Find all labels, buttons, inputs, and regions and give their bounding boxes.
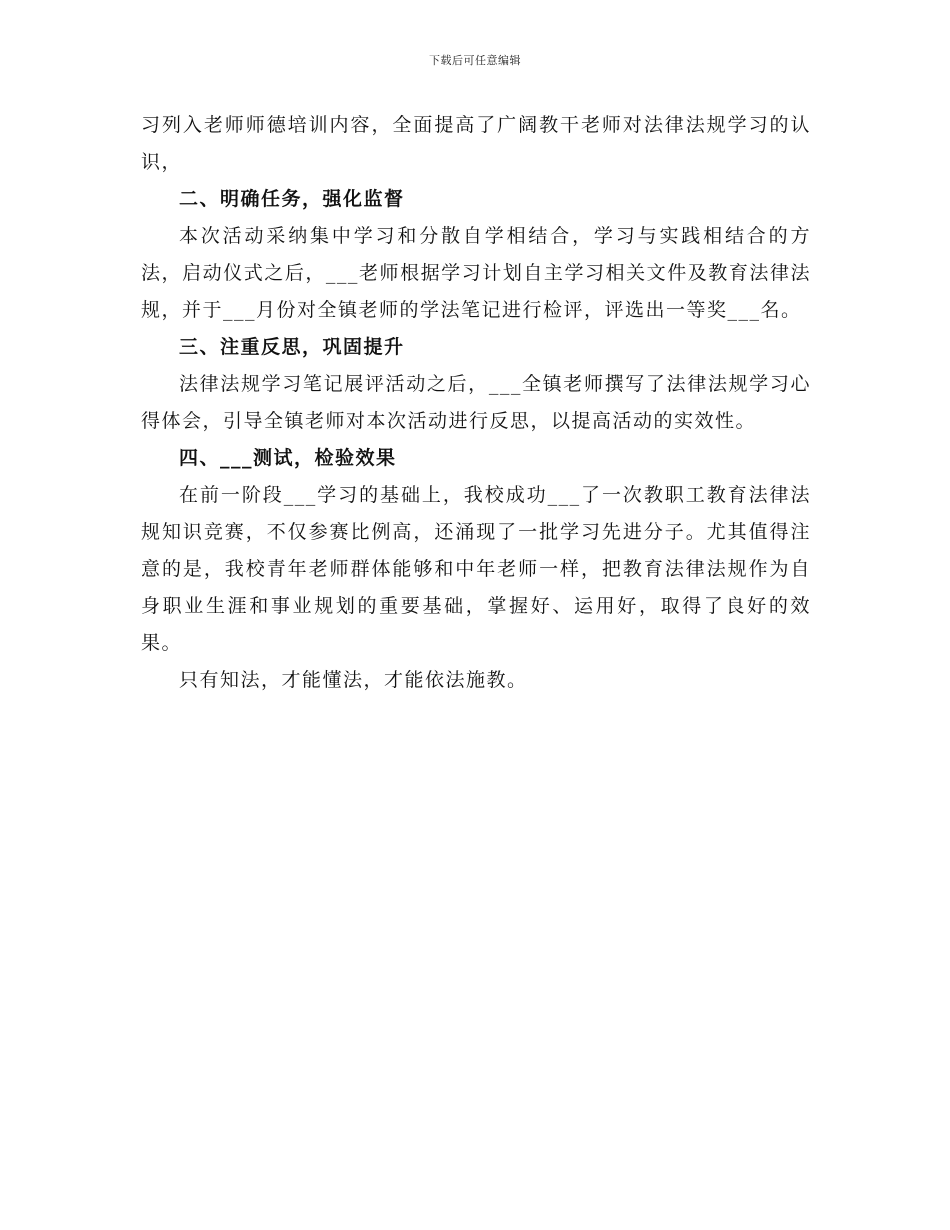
document-body [141,107,811,699]
section-heading-2: 二、明确任务，强化监督 [179,188,405,210]
page-header: 下载后可任意编辑 [429,54,521,67]
paragraph-5: 只有知法，才能懂法，才能依法施教。 [179,669,528,691]
section-heading-4: 四、___测试，检验效果 [179,447,397,469]
paragraph-3: 法律法规学习笔记展评活动之后，___全镇老师撰写了法律法规学习心得体会，引导全镇老师对本次活动进行反思，以提高活动的实效性。 [141,373,811,432]
section-heading-3: 三、注重反思，巩固提升 [179,336,405,358]
paragraph-4: 在前一阶段___学习的基础上，我校成功___了一次教职工教育法律法规知识竞赛，不仅参赛比例高，还涌现了一批学习先进分子。尤其值得注意的是，我校青年老师群体能够和中年老师一样，把教育法律法规作为自身职业生涯和事业规划的重要基础，掌握好、运用好，取得了良好的效果。 [141,484,811,654]
paragraph-2: 本次活动采纳集中学习和分散自学相结合，学习与实践相结合的方法，启动仪式之后，___老师根据学习计划自主学习相关文件及教育法律法规，并于___月份对全镇老师的学法笔记进行检评，评选出一等奖___名。 [141,225,811,321]
paragraph-intro: 习列入老师师德培训内容，全面提高了广阔教干老师对法律法规学习的认识， [141,114,811,173]
